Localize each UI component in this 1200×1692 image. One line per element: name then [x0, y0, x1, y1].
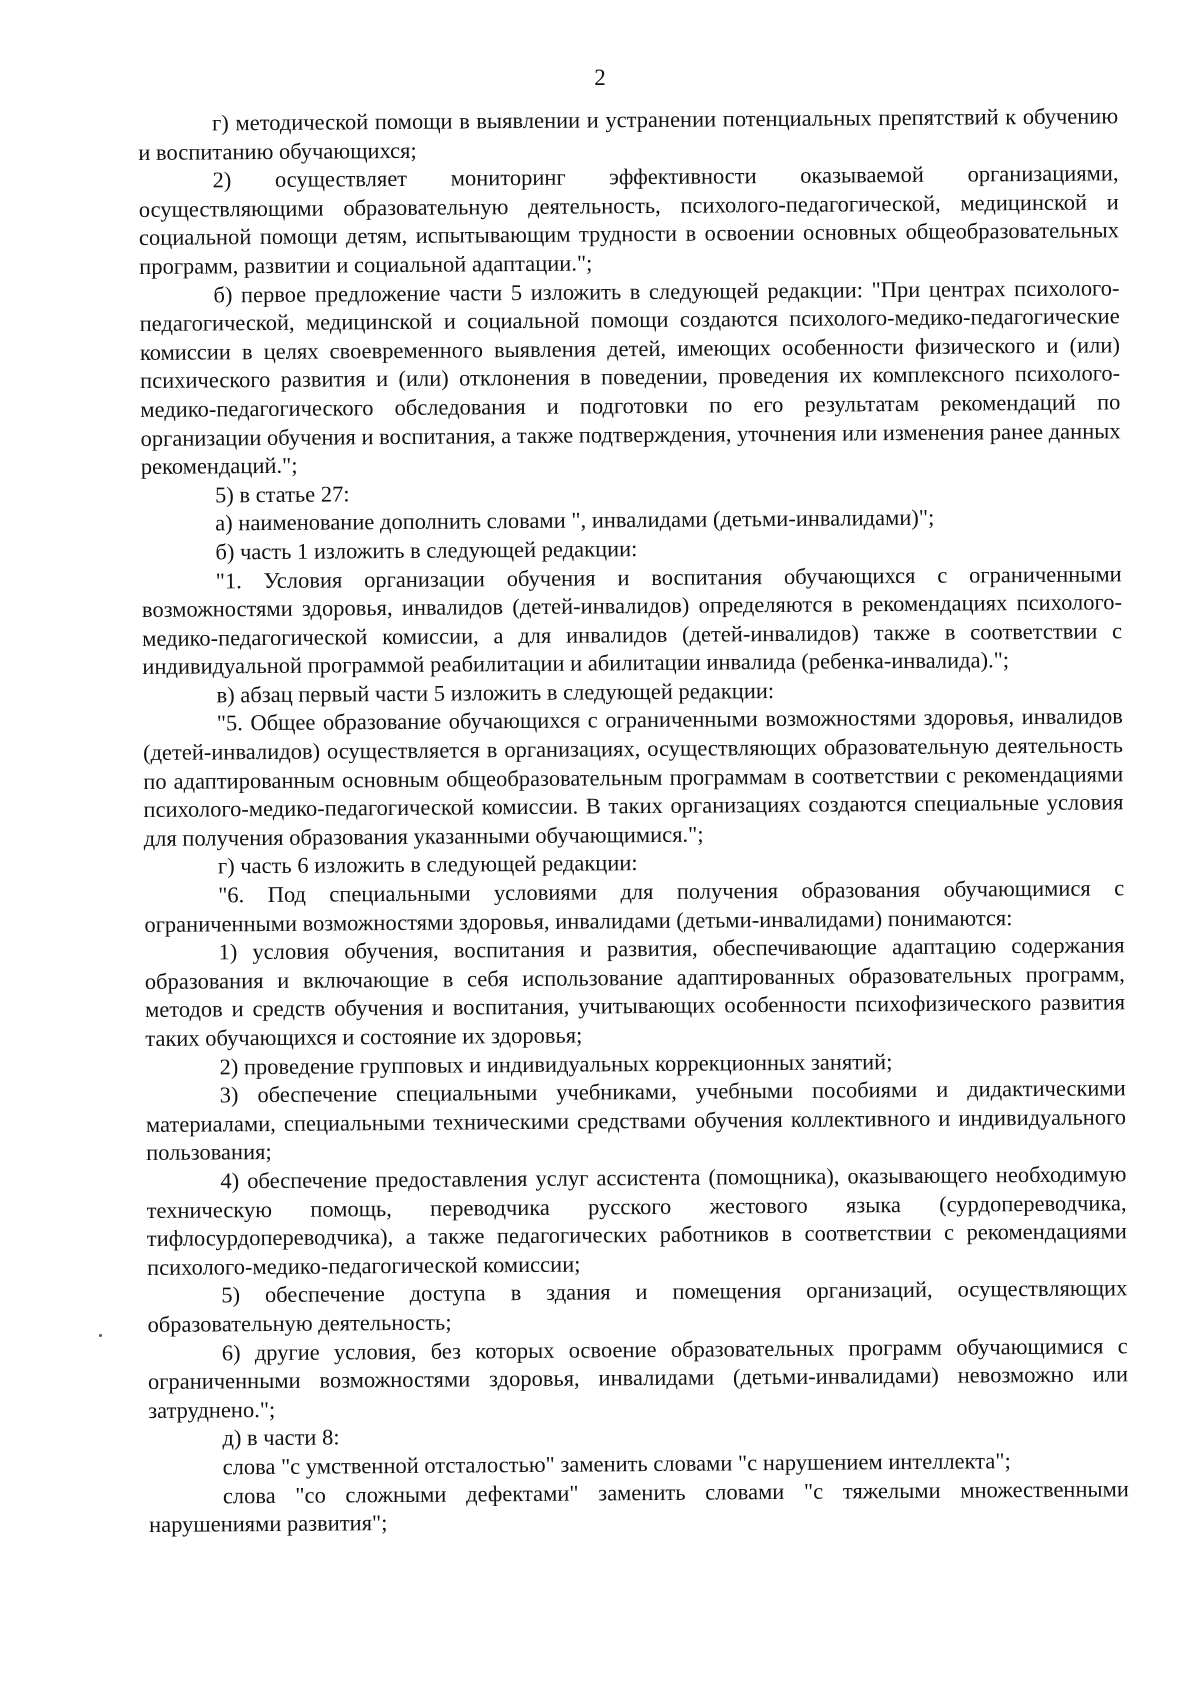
paragraph: б) первое предложение части 5 изложить в следующей редакции: "При центрах психолого-педагогической, медицинской и социальной помощи создаются психолого-медико-педагогические комиссии в целях своевременного выявления детей, имеющих особенности физического и (или) психического развития и (или) отклонения в поведении, проведения их комплексного психолого-медико-педагогического обследования и подготовки по его результатам рекомендаций по организации обучения и воспитания, а также подтверждения, уточнения или изменения ранее данных рекомендаций."; [139, 274, 1121, 480]
paragraph: 4) обеспечение предоставления услуг ассистента (помощника), оказывающего необходимую техническую помощь, переводчика русского жестового языка (сурдопереводчика, тифлосурдопереводчика), а также педагогических работников в соответствии с рекомендациями психолого-медико-педагогической комиссии; [146, 1161, 1127, 1280]
paragraph: 2) проведение групповых и индивидуальных коррекционных занятий; [219, 1048, 893, 1079]
paragraph: д) в части 8: [222, 1424, 340, 1451]
paragraph: г) методической помощи в выявлении и устранении потенциальных препятствий к обучению и воспитанию обучающихся; [138, 103, 1119, 165]
paragraph: "5. Общее образование обучающихся с ограниченными возможностями здоровья, инвалидов (детей-инвалидов) осуществляется в организациях, осуществляющих образовательную деятельность по адаптированным основным общеобразовательным программам в соответствии с рекомендациями психолого-медико-педагогической комиссии. В таких организациях создаются специальные условия для получения образования указанными обучающимися."; [142, 703, 1124, 851]
paragraph: 5) в статье 27: [214, 481, 350, 508]
paragraph: слова "с умственной отсталостью" заменить словами "с нарушением интеллекта"; [222, 1448, 1011, 1480]
paragraph: слова "со сложными дефектами" заменить словами "с тяжелыми множественными нарушениями развития"; [149, 1475, 1129, 1538]
paragraph: "1. Условия организации обучения и воспитания обучающихся с ограниченными возможностями здоровья, инвалидов (детей-инвалидов) определяются в рекомендациях психолого-медико-педагогической комиссии, а для инвалидов (детей-инвалидов) также в соответствии с индивидуальной программой реабилитации и абилитации инвалида (ребенка-инвалида)."; [141, 560, 1123, 680]
paragraph: г) часть 6 изложить в следующей редакции: [217, 850, 638, 879]
paragraph: "6. Под специальными условиями для получения образования обучающимися с ограниченными возможностями здоровья, инвалидами (детьми-инвалидами) понимаются: [144, 875, 1125, 937]
document-body [138, 102, 1129, 1539]
paragraph: 3) обеспечение специальными учебниками, учебными пособиями и дидактическими материалами, специальными техническими средствами обучения коллективного и индивидуального пользования; [145, 1075, 1127, 1166]
paragraph: 2) осуществляет мониторинг эффективности оказываемой организациями, осуществляющими образовательную деятельность, психолого-педагогической, медицинской и социальной помощи детям, испытывающим трудности в освоении основных общеобразовательных программ, развитии и социальной адаптации."; [138, 160, 1120, 279]
page-number: 2 [594, 65, 606, 90]
paragraph: 6) другие условия, без которых освоение образовательных программ обучающимися с ограниченными возможностями здоровья, инвалидами (детьми-инвалидами) невозможно или затруднено."; [147, 1332, 1129, 1423]
paragraph: б) часть 1 изложить в следующей редакции: [215, 535, 638, 565]
paragraph: 1) условия обучения, воспитания и развития, обеспечивающие адаптацию содержания образования и включающие в себя использование адаптированных образовательных программ, методов и средств обучения и воспитания, учитывающих особенности психофизического развития таких обучающихся и состояние их здоровья; [144, 932, 1126, 1051]
paragraph: а) наименование дополнить словами ", инвалидами (детьми-инвалидами)"; [215, 505, 935, 536]
paragraph: в) абзац первый части 5 изложить в следующей редакции: [216, 677, 775, 708]
scan-speck [99, 1334, 102, 1337]
paragraph: 5) обеспечение доступа в здания и помещения организаций, осуществляющих образовательную деятельность; [147, 1275, 1128, 1337]
